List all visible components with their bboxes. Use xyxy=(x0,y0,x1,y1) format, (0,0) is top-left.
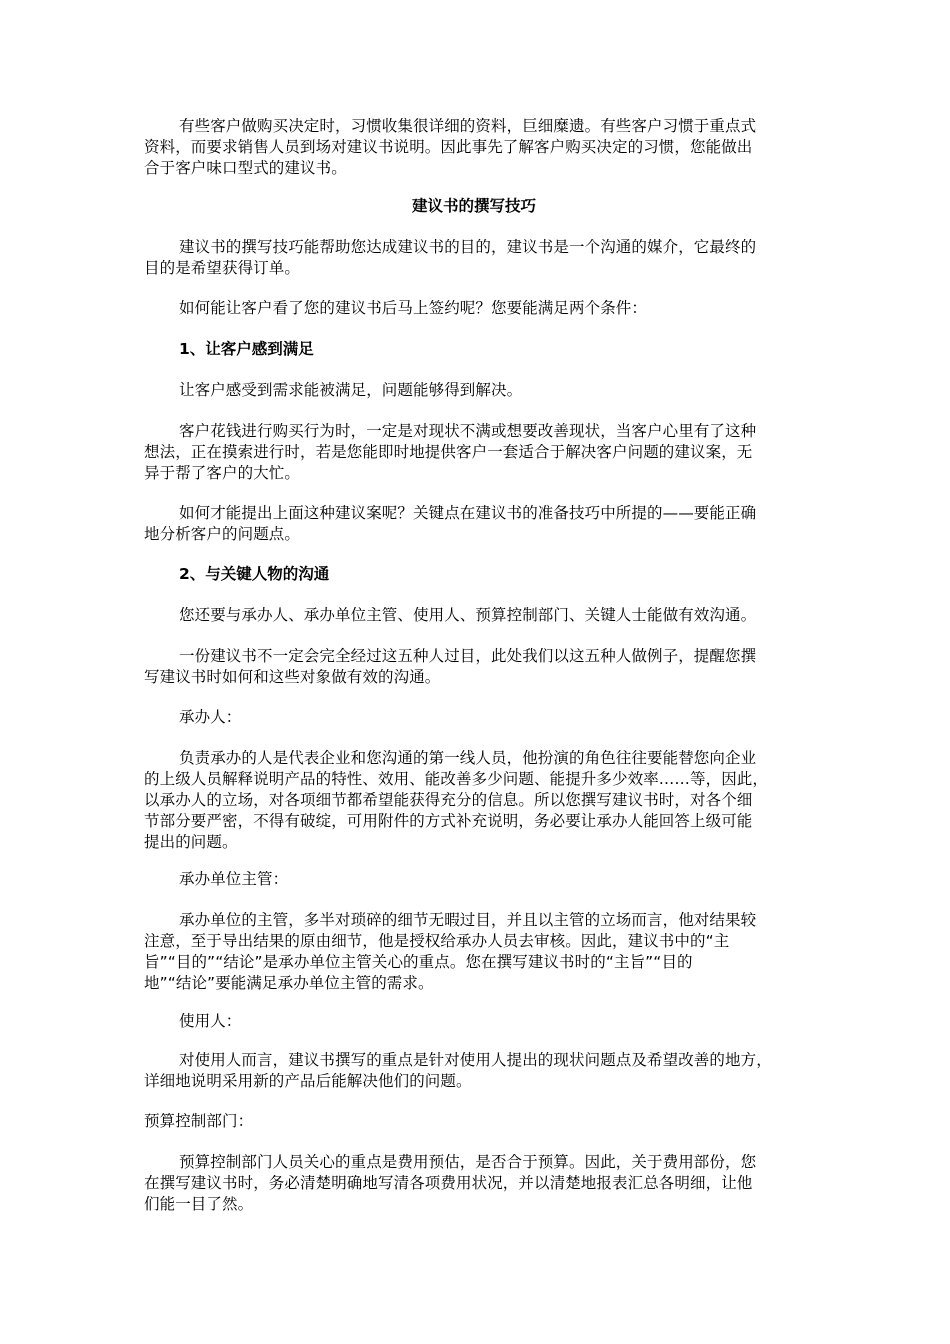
paragraph-16 xyxy=(144,1152,804,1215)
text-line: 详细地说明采用新的产品后能解决他们的问题。 xyxy=(144,1072,472,1090)
text-line: 提出的问题。 xyxy=(144,833,238,851)
section-title: 建议书的撰写技巧 xyxy=(411,197,536,215)
text-line: 资料，而要求销售人员到场对建议书说明。因此事先了解客户购买决定的习惯，您能做出 xyxy=(144,138,753,156)
paragraph-14 xyxy=(144,1050,804,1092)
text-line: 您还要与承办人、承办单位主管、使用人、预算控制部门、关键人士能做有效沟通。 xyxy=(179,606,757,624)
paragraph-4 xyxy=(144,380,804,401)
text-line: 客户花钱进行购买行为时，一定是对现状不满或想要改善现状，当客户心里有了这种 xyxy=(179,422,757,440)
subheading-1: 1、让客户感到满足 xyxy=(179,340,314,358)
text-line: 预算控制部门人员关心的重点是费用预估，是否合于预算。因此，关于费用部份，您 xyxy=(179,1153,757,1171)
text-line: 对使用人而言，建议书撰写的重点是针对使用人提出的现状问题点及希望改善的地方， xyxy=(179,1051,772,1069)
text-line: 承办单位的主管，多半对琐碎的细节无暇过目，并且以主管的立场而言，他对结果较 xyxy=(179,911,757,929)
text-line: 如何能让客户看了您的建议书后马上签约呢？您要能满足两个条件： xyxy=(179,299,648,317)
text-line: 以承办人的立场，对各项细节都希望能获得充分的信息。所以您撰写建议书时，对各个细 xyxy=(144,791,753,809)
text-line: 使用人： xyxy=(179,1012,242,1030)
text-line: 想法，正在摸索进行时，若是您能即时地提供客户一套适合于解决客户问题的建议案，无 xyxy=(144,443,753,461)
subheading-2: 2、与关键人物的沟通 xyxy=(179,565,330,583)
paragraph-12 xyxy=(144,910,804,994)
text-line: 们能一目了然。 xyxy=(144,1195,254,1213)
paragraph-7 xyxy=(144,605,804,626)
text-line: 地”“结论”要能满足承办单位主管的需求。 xyxy=(144,974,434,992)
paragraph-10 xyxy=(144,748,804,853)
text-line: 承办人： xyxy=(179,708,242,726)
text-line: 负责承办的人是代表企业和您沟通的第一线人员，他扮演的角色往往要能替您向企业 xyxy=(179,749,757,767)
paragraph-15 xyxy=(144,1111,804,1132)
text-line: 节部分要严密，不得有破绽，可用附件的方式补充说明，务必要让承办人能回答上级可能 xyxy=(144,812,753,830)
text-line: 如何才能提出上面这种建议案呢？关键点在建议书的准备技巧中所提的——要能正确 xyxy=(179,504,757,522)
text-line: 承办单位主管： xyxy=(179,870,289,888)
text-line: 的上级人员解释说明产品的特性、效用、能改善多少问题、能提升多少效率……等，因此， xyxy=(144,770,769,788)
text-line: 建议书的撰写技巧能帮助您达成建议书的目的，建议书是一个沟通的媒介，它最终的 xyxy=(179,238,757,256)
paragraph-3 xyxy=(144,298,804,319)
paragraph-13 xyxy=(144,1011,804,1032)
text-line: 一份建议书不一定会完全经过这五种人过目，此处我们以这五种人做例子，提醒您撰 xyxy=(179,647,757,665)
paragraph-11 xyxy=(144,869,804,890)
text-line: 合于客户味口型式的建议书。 xyxy=(144,159,347,177)
paragraph-1 xyxy=(144,116,804,179)
paragraph-6 xyxy=(144,503,804,545)
paragraph-9 xyxy=(144,707,804,728)
text-line: 在撰写建议书时，务必清楚明确地写清各项费用状况，并以清楚地报表汇总各明细，让他 xyxy=(144,1174,753,1192)
paragraph-8 xyxy=(144,646,804,688)
text-line: 注意，至于导出结果的原由细节，他是授权给承办人员去审核。因此，建议书中的“主 xyxy=(144,932,730,950)
text-line: 旨”“目的”“结论”是承办单位主管关心的重点。您在撰写建议书时的“主旨”“目的 xyxy=(144,953,693,971)
text-line: 有些客户做购买决定时，习惯收集很详细的资料，巨细糜遗。有些客户习惯于重点式 xyxy=(179,117,757,135)
text-line: 地分析客户的问题点。 xyxy=(144,525,301,543)
text-line: 让客户感受到需求能被满足，问题能够得到解决。 xyxy=(179,381,523,399)
paragraph-2 xyxy=(144,237,804,279)
text-line: 目的是希望获得订单。 xyxy=(144,259,301,277)
text-line: 写建议书时如何和这些对象做有效的沟通。 xyxy=(144,668,441,686)
text-line: 异于帮了客户的大忙。 xyxy=(144,464,301,482)
paragraph-5 xyxy=(144,421,804,484)
text-line: 预算控制部门： xyxy=(144,1112,254,1130)
